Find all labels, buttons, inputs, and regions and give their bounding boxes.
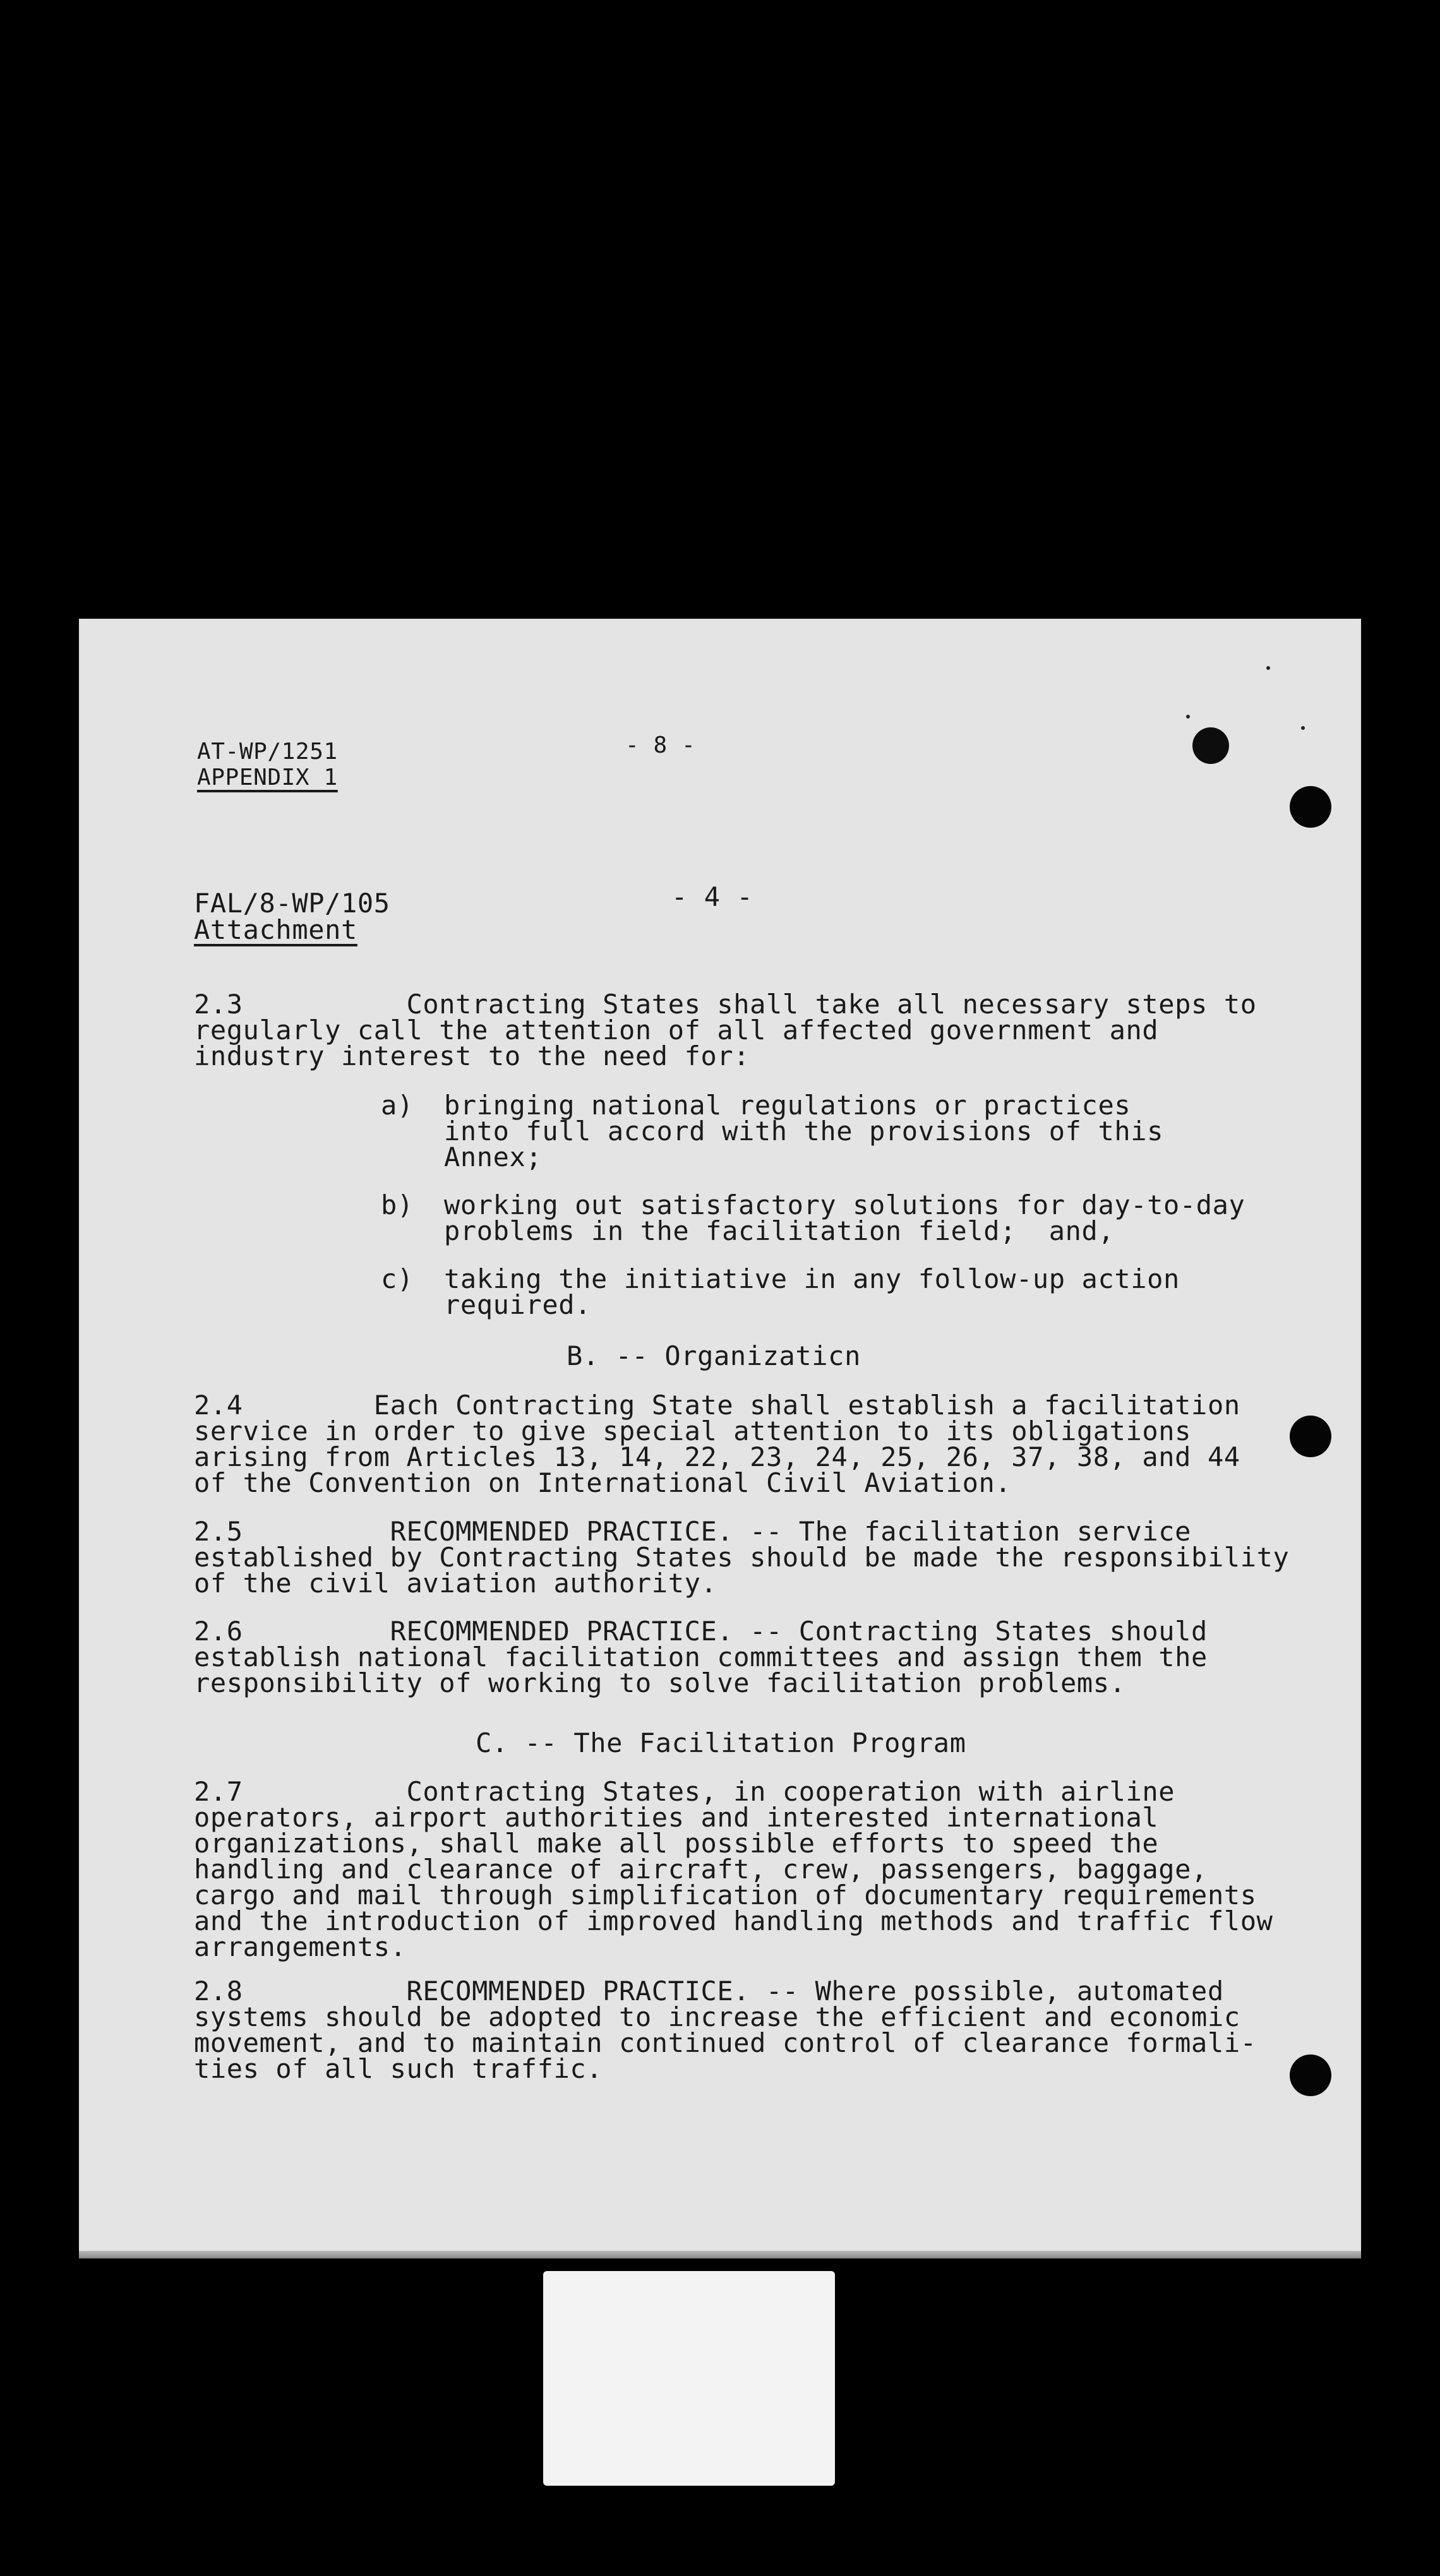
paragraph-2-4-line: of the Convention on International Civil Aviation. (194, 1467, 1012, 1498)
list-item-b-line: problems in the facilitation field; and, (444, 1215, 1115, 1246)
paragraph-2-7-line: organizations, shall make all possible efforts to speed the (194, 1828, 1159, 1859)
ink-blot-mark (1192, 727, 1229, 764)
paragraph-2-8-line: movement, and to maintain continued control of clearance formali- (194, 2027, 1257, 2058)
punch-hole-top (1290, 786, 1331, 828)
paragraph-2-4-line: arising from Articles 13, 14, 22, 23, 24, 25, 26, 37, 38, and 44 (194, 1441, 1240, 1472)
paragraph-2-4-line: 2.4 Each Contracting State shall establish a facilitation (194, 1390, 1240, 1421)
paragraph-2-7-line: arrangements. (194, 1931, 407, 1962)
paragraph-2-5-line: 2.5 RECOMMENDED PRACTICE. -- The facilitation service (194, 1516, 1192, 1547)
list-item-a-line: bringing national regulations or practices (444, 1090, 1131, 1121)
header-doc-ref: AT-WP/1251 (197, 739, 338, 765)
list-item-b-line: working out satisfactory solutions for day-to-day (444, 1190, 1245, 1220)
speck-mark (1266, 666, 1270, 670)
punch-hole-bottom (1290, 2054, 1331, 2096)
paragraph-2-6-line: responsibility of working to solve facilitation problems. (194, 1667, 1126, 1698)
list-marker-b: b) (381, 1190, 414, 1220)
punch-hole-middle (1290, 1416, 1331, 1457)
paragraph-2-5-line: of the civil aviation authority. (194, 1568, 717, 1599)
paragraph-2-3-line: industry interest to the need for: (194, 1041, 750, 1071)
header-page-number: - 8 - (625, 732, 696, 758)
paragraph-2-4-line: service in order to give special attention to its obligations (194, 1416, 1192, 1446)
list-item-a-line: into full accord with the provisions of this (444, 1116, 1163, 1147)
paragraph-2-6-line: 2.6 RECOMMENDED PRACTICE. -- Contracting States should (194, 1616, 1208, 1647)
paragraph-2-5-line: established by Contracting States should be made the responsibility (194, 1542, 1290, 1573)
list-item-c-line: taking the initiative in any follow-up action (444, 1263, 1180, 1294)
header-appendix: APPENDIX 1 (197, 765, 338, 790)
paragraph-2-7-line: cargo and mail through simplification of documentary requirements (194, 1880, 1257, 1911)
paragraph-2-3-line: 2.3 Contracting States shall take all necessary steps to (194, 989, 1257, 1020)
speck-mark (1186, 715, 1190, 719)
paragraph-2-6-line: establish national facilitation committees and assign them the (194, 1642, 1208, 1673)
section-heading-b: B. -- Organizaticn (567, 1340, 861, 1371)
speck-mark (1301, 726, 1305, 730)
list-marker-c: c) (381, 1263, 414, 1294)
paragraph-2-8-line: systems should be adopted to increase the efficient and economic (194, 2001, 1240, 2032)
attachment-label: Attachment (194, 914, 357, 945)
paragraph-2-8-line: 2.8 RECOMMENDED PRACTICE. -- Where possible, automated (194, 1976, 1224, 2007)
attachment-doc-ref: FAL/8-WP/105 (194, 888, 390, 919)
paragraph-2-7-line: operators, airport authorities and interested international (194, 1802, 1159, 1833)
paragraph-2-7-line: 2.7 Contracting States, in cooperation with airline (194, 1776, 1175, 1807)
blank-paper-slip (543, 2271, 835, 2486)
paragraph-2-7-line: and the introduction of improved handling methods and traffic flow (194, 1905, 1273, 1936)
paragraph-2-7-line: handling and clearance of aircraft, crew, passengers, baggage, (194, 1854, 1208, 1885)
paragraph-2-3-line: regularly call the attention of all affected government and (194, 1015, 1159, 1046)
section-heading-c: C. -- The Facilitation Program (476, 1727, 966, 1758)
list-item-c-line: required. (444, 1289, 591, 1320)
document-page (79, 619, 1361, 2257)
list-item-a-line: Annex; (444, 1142, 543, 1172)
paragraph-2-8-line: ties of all such traffic. (194, 2053, 603, 2084)
attachment-page-number: - 4 - (671, 881, 753, 912)
list-marker-a: a) (381, 1090, 414, 1121)
page-bottom-edge (79, 2251, 1361, 2258)
